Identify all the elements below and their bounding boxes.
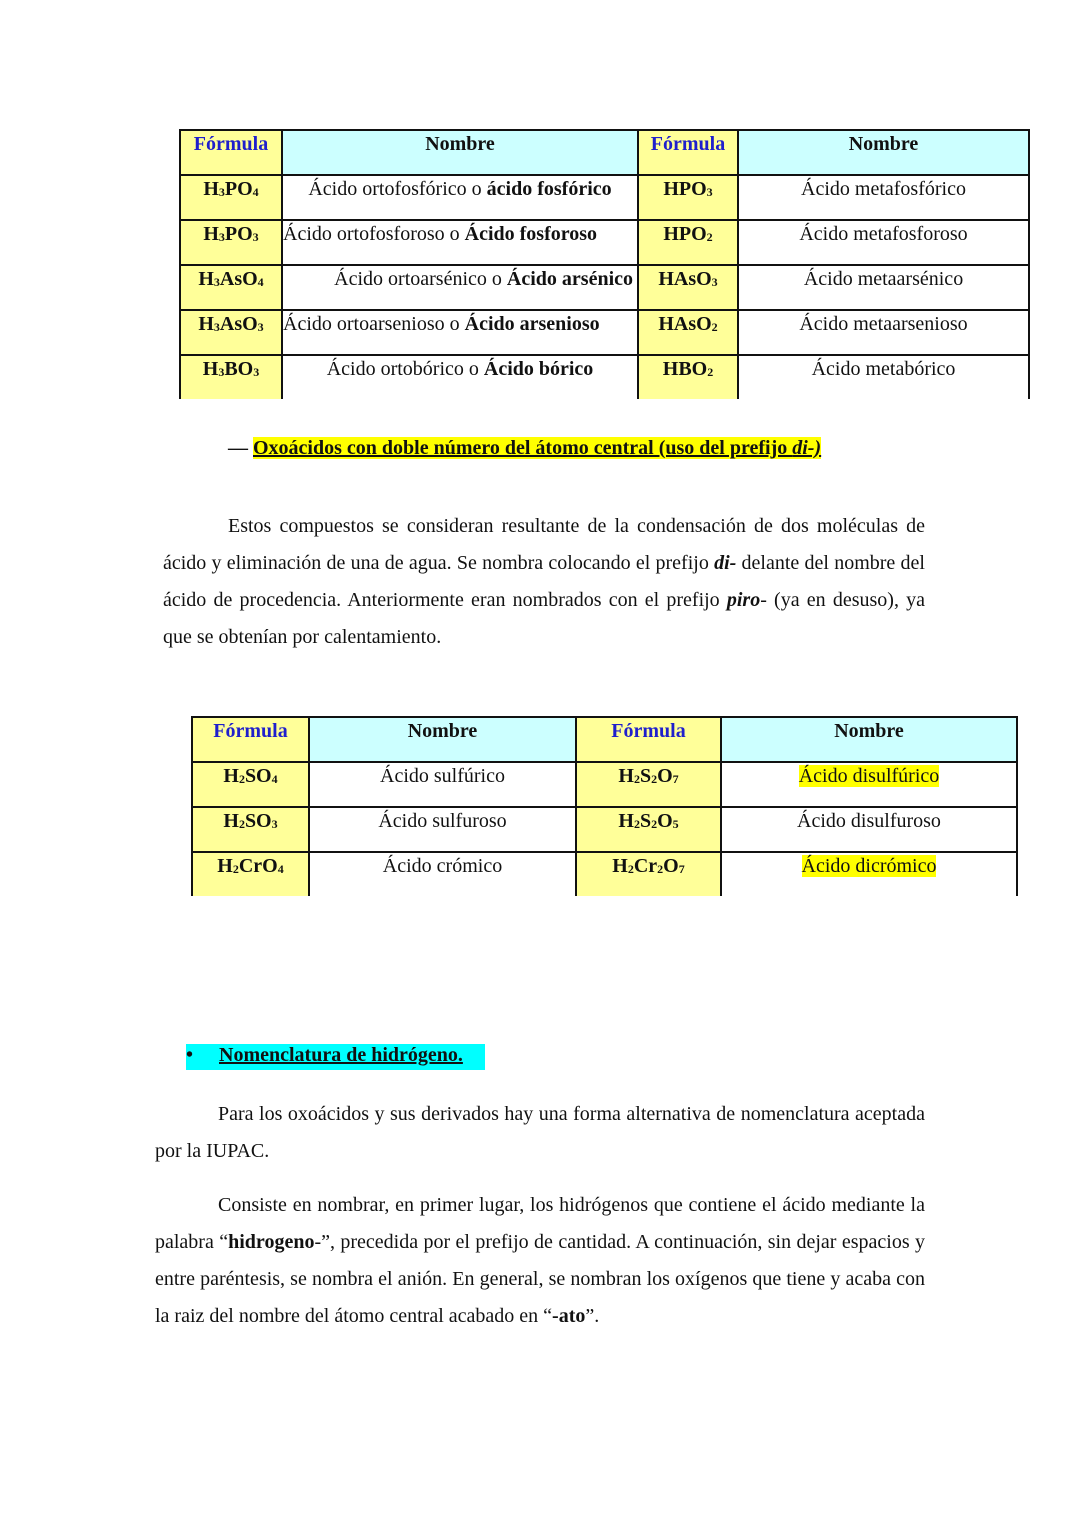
heading-title: Oxoácidos con doble número del átomo central (uso del prefijo	[253, 437, 793, 459]
heading-title: Nomenclatura de hidrógeno.	[219, 1044, 463, 1066]
header-name: Nombre	[309, 717, 576, 762]
name-cell: Ácido metaarsenioso	[738, 310, 1029, 355]
paragraph-di-prefix	[163, 508, 925, 656]
section-heading-hydrogen	[186, 1044, 485, 1070]
heading-dash: —	[228, 437, 253, 459]
formula-cell: $H_2SO_4$	[192, 762, 309, 807]
name-text: Ácido ortofosforoso o	[283, 223, 465, 245]
header-formula: Fórmula	[180, 130, 282, 175]
highlighted-name: Ácido disulfúrico	[798, 765, 940, 787]
bullet-icon: •	[186, 1044, 194, 1066]
formula-cell: $H_3BO_3$	[180, 355, 282, 399]
formula-cell: $H_2SO_3$	[192, 807, 309, 852]
paragraph-hydrogen-naming	[155, 1187, 925, 1335]
name-bold: Ácido arsénico	[506, 268, 633, 290]
header-name: Nombre	[738, 130, 1029, 175]
emphasis: -ato	[552, 1305, 586, 1327]
table-row	[180, 355, 1029, 399]
table-row	[192, 762, 1017, 807]
header-name: Nombre	[282, 130, 638, 175]
name-cell	[721, 762, 1017, 807]
formula-cell: $H_3PO_4$	[180, 175, 282, 220]
formula-cell: HAsO$_3$	[638, 265, 738, 310]
heading-text	[253, 437, 821, 459]
name-cell	[282, 175, 638, 220]
heading-italic: di-)	[792, 437, 822, 459]
header-formula: Fórmula	[576, 717, 721, 762]
text: -”, precedida por el prefijo de cantidad. A continuación, sin dejar espacios y entre paréntesis, se nombra el anión. En general, se nombran los oxígenos que tiene y acaba con la raiz del nombre del átomo central acabado en “	[155, 1231, 926, 1327]
table-row	[180, 220, 1029, 265]
text: Estos compuestos se consideran resultante de la condensación de dos moléculas de ácido y eliminación de una de agua. Se nombra colocando el prefijo	[163, 515, 925, 574]
table-row	[180, 310, 1029, 355]
formula-cell: $H_3AsO_4$	[180, 265, 282, 310]
formula-cell: $H_2S_2O_5$	[576, 807, 721, 852]
name-text: Ácido ortobórico o	[326, 358, 484, 380]
highlighted-name: Ácido dicrómico	[801, 855, 937, 877]
name-cell	[282, 220, 638, 265]
name-bold: Ácido arsenioso	[464, 313, 600, 335]
header-formula: Fórmula	[638, 130, 738, 175]
meta-acids-table	[179, 129, 1030, 399]
name-cell: Ácido metaarsénico	[738, 265, 1029, 310]
table-header-row	[192, 717, 1017, 762]
formula-cell: $H_3PO_3$	[180, 220, 282, 265]
name-text: Ácido ortoarsénico o	[334, 268, 507, 290]
name-cell: Ácido disulfuroso	[721, 807, 1017, 852]
table-row	[192, 852, 1017, 896]
text: Para los oxoácidos y sus derivados hay una forma alternativa de nomenclatura aceptada por la IUPAC.	[155, 1103, 925, 1162]
paragraph-iupac	[155, 1096, 925, 1170]
name-text: Ácido ortofosfórico o	[308, 178, 487, 200]
formula-cell: HAsO$_2$	[638, 310, 738, 355]
table-row	[180, 265, 1029, 310]
formula-cell: $HPO_3$	[638, 175, 738, 220]
name-cell	[282, 355, 638, 399]
name-cell: Ácido metabórico	[738, 355, 1029, 399]
formula-cell: $HPO_2$	[638, 220, 738, 265]
name-cell: Ácido crómico	[309, 852, 576, 896]
table-header-row	[180, 130, 1029, 175]
name-cell: Ácido sulfuroso	[309, 807, 576, 852]
text: delante del nombre del ácido de procedencia. Anteriormente eran nombrados con el prefijo	[163, 552, 925, 611]
name-cell	[721, 852, 1017, 896]
name-cell	[282, 310, 638, 355]
name-bold: ácido fosfórico	[486, 178, 612, 200]
header-formula: Fórmula	[192, 717, 309, 762]
emphasis: hidrogeno	[228, 1231, 315, 1253]
text: - (ya en desuso), ya que se obtenían por calentamiento.	[163, 589, 926, 648]
emphasis: di-	[714, 552, 737, 574]
name-bold: Ácido bórico	[483, 358, 594, 380]
table-row	[192, 807, 1017, 852]
text: ”.	[585, 1305, 600, 1327]
name-cell	[282, 265, 638, 310]
header-name: Nombre	[721, 717, 1017, 762]
formula-cell: $H_2CrO_4$	[192, 852, 309, 896]
formula-cell: $H_2Cr_2O_7$	[576, 852, 721, 896]
formula-cell: $H_2S_2O_7$	[576, 762, 721, 807]
name-bold: Ácido fosforoso	[464, 223, 598, 245]
section-heading-di-prefix	[228, 437, 821, 460]
table-row	[180, 175, 1029, 220]
name-cell: Ácido sulfúrico	[309, 762, 576, 807]
formula-cell: $H_3AsO_3$	[180, 310, 282, 355]
name-cell: Ácido metafosforoso	[738, 220, 1029, 265]
text: Consiste en nombrar, en primer lugar, los hidrógenos que contiene el ácido mediante la palabra “	[155, 1194, 925, 1253]
formula-cell: $HBO_2$	[638, 355, 738, 399]
name-text: Ácido ortoarsenioso o	[283, 313, 465, 335]
di-acids-table	[191, 716, 1018, 896]
emphasis: piro	[726, 589, 761, 611]
name-cell: Ácido metafosfórico	[738, 175, 1029, 220]
